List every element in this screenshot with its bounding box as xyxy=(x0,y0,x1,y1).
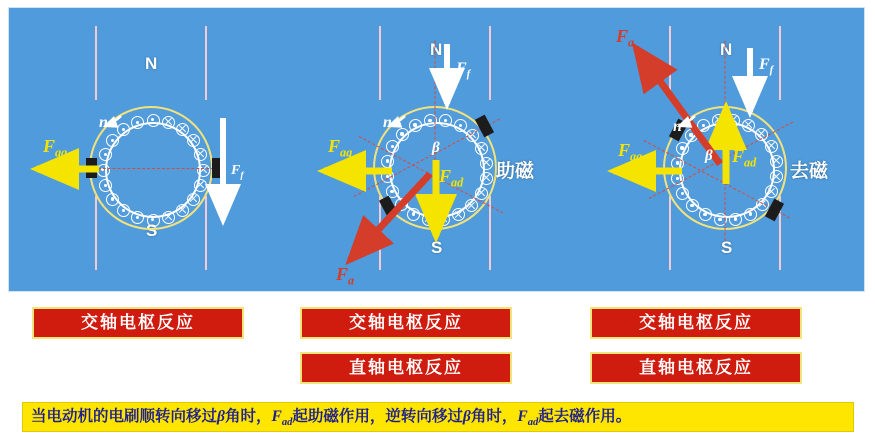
caption-quadrature-reaction-2: 交轴电枢反应 xyxy=(300,307,512,339)
caption-direct-reaction-3: 直轴电枢反应 xyxy=(590,352,802,384)
caption-quadrature-reaction-3: 交轴电枢反应 xyxy=(590,307,802,339)
label-fa: $F_a$ xyxy=(616,26,635,50)
label-ff: $F_f$ xyxy=(231,163,244,181)
summary-statement-bar xyxy=(22,402,854,432)
machine-brushes-shifted-backward xyxy=(574,8,859,293)
summary-fad-1-sub: ad xyxy=(281,417,293,429)
label-ff: $F_f$ xyxy=(759,56,774,77)
summary-text-part5: 起去磁作用。 xyxy=(538,408,632,425)
label-rotation-n: n xyxy=(99,114,108,131)
summary-text-part1: 当电动机的电刷顺转向移过 xyxy=(31,408,218,425)
label-fad: $F_{ad}$ xyxy=(439,166,464,190)
label-rotation-n: n xyxy=(383,114,392,131)
summary-beta-2: β xyxy=(462,408,471,425)
effect-label-demagnetizing: 去磁 xyxy=(790,161,829,182)
pole-label-n: N xyxy=(145,54,158,73)
label-faq: $F_{aq}$ xyxy=(328,136,353,160)
label-beta: β xyxy=(705,148,713,164)
pole-label-n: N xyxy=(430,40,443,59)
machine-brushes-shifted-forward xyxy=(284,8,569,293)
label-fa: $F_a$ xyxy=(336,264,355,288)
caption-direct-reaction-2: 直轴电枢反应 xyxy=(300,352,512,384)
arrow-layer xyxy=(284,8,569,293)
summary-text-part4: 角时， xyxy=(470,408,518,425)
summary-fad-2-sub: ad xyxy=(527,417,539,429)
label-faq: $F_{aq}$ xyxy=(43,136,68,160)
summary-text-part3: 起助磁作用，逆转向移过 xyxy=(292,408,463,425)
pole-label-s: S xyxy=(721,238,733,257)
diagram-panel xyxy=(8,7,865,292)
label-rotation-n: n xyxy=(673,118,682,135)
pole-label-s: S xyxy=(431,238,443,257)
pole-label-s: S xyxy=(146,221,158,240)
summary-fad-1: F xyxy=(271,408,282,425)
summary-text-part2: 角时， xyxy=(224,408,272,425)
summary-beta-1: β xyxy=(217,408,225,425)
arrow-layer xyxy=(574,8,859,293)
label-ff: $F_f$ xyxy=(456,60,471,81)
label-beta: β xyxy=(432,140,440,156)
label-faq: $F_{aq}$ xyxy=(618,140,643,164)
label-fad: $F_{ad}$ xyxy=(732,146,757,170)
pole-label-n: N xyxy=(720,40,733,59)
summary-fad-2: F xyxy=(517,408,528,425)
caption-quadrature-reaction-1: 交轴电枢反应 xyxy=(32,307,244,339)
machine-brushes-on-neutral-axis xyxy=(9,8,294,293)
effect-label-magnetizing: 助磁 xyxy=(496,161,535,182)
